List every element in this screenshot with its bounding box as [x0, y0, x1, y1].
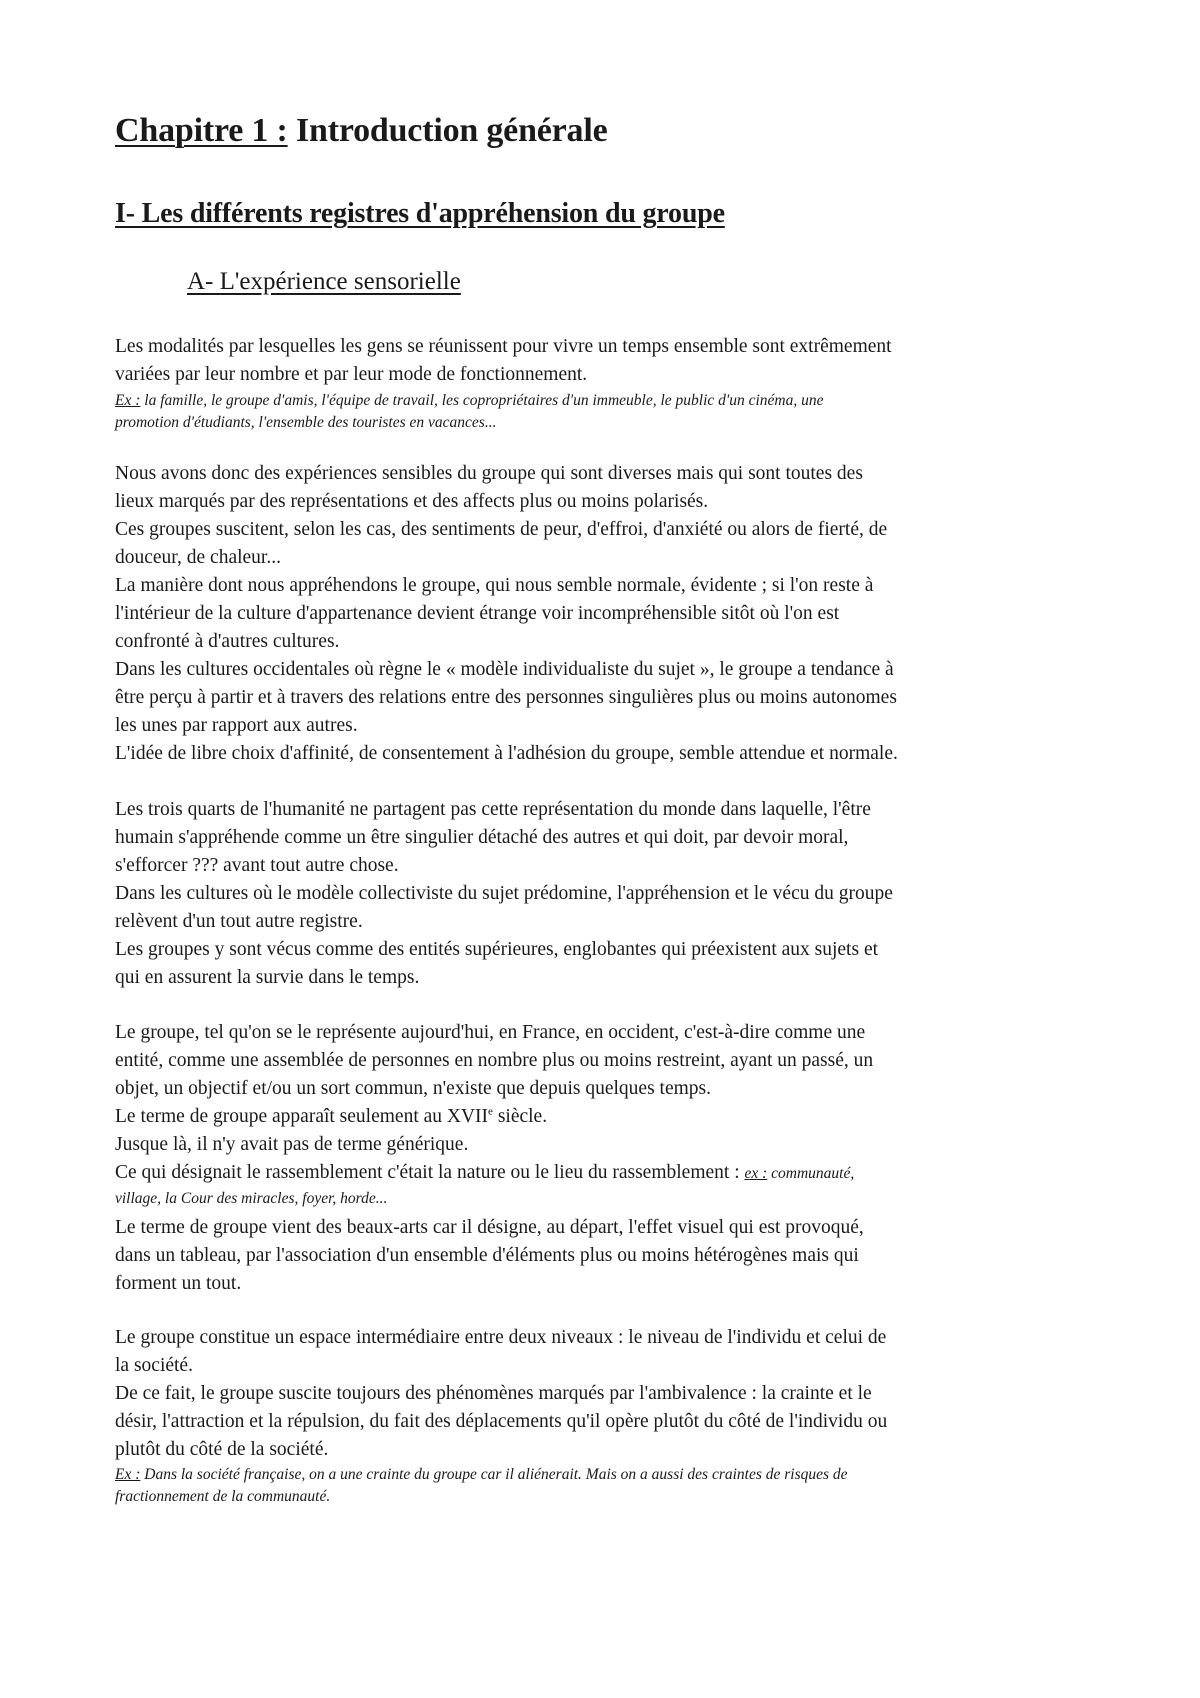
text-line: être perçu à partir et à travers des relations entre des personnes singulières plus ou moins autonomes — [115, 687, 897, 708]
example-text: Dans la société française, on a une crainte du groupe car il aliénerait. Mais on a aussi des craintes de risques de — [140, 1466, 848, 1483]
century-prefix: Le terme de groupe apparaît seulement au XVII — [115, 1106, 489, 1127]
example-line: village, la Cour des miracles, foyer, horde... — [115, 1190, 388, 1207]
example-text: la famille, le groupe d'amis, l'équipe de travail, les copropriétaires d'un immeuble, le public d'un cinéma, une — [140, 392, 824, 409]
text-line: De ce fait, le groupe suscite toujours des phénomènes marqués par l'ambivalence : la crainte et le — [115, 1383, 872, 1404]
example-label: Ex : — [115, 392, 141, 409]
text-line: lieux marqués par des représentations et des affects plus ou moins polarisés. — [115, 491, 709, 512]
example-1 — [115, 390, 1105, 434]
subsection-title: A- L'expérience sensorielle — [187, 268, 461, 295]
text-line: Le groupe constitue un espace intermédiaire entre deux niveaux : le niveau de l'individu et celui de — [115, 1327, 887, 1348]
example-line — [115, 1464, 1105, 1486]
section-title: I- Les différents registres d'appréhension du groupe — [115, 198, 725, 229]
text-line: les unes par rapport aux autres. — [115, 715, 358, 736]
paragraph-1 — [115, 333, 1105, 389]
text-line: variées par leur nombre et par leur mode de fonctionnement. — [115, 364, 588, 385]
text-line: la société. — [115, 1355, 193, 1376]
text-line: forment un tout. — [115, 1273, 242, 1294]
text-line: Les modalités par lesquelles les gens se réunissent pour vivre un temps ensemble sont extrêmement — [115, 336, 892, 357]
text-line: L'idée de libre choix d'affinité, de consentement à l'adhésion du groupe, semble attendue et normale. — [115, 743, 898, 764]
text-line: dans un tableau, par l'association d'un ensemble d'éléments plus ou moins hétérogènes mais qui — [115, 1245, 859, 1266]
paragraph-2 — [115, 460, 1105, 768]
text-line: entité, comme une assemblée de personnes en nombre plus ou moins restreint, ayant un passé, un — [115, 1050, 874, 1071]
text-line: qui en assurent la survie dans le temps. — [115, 967, 420, 988]
text-line: objet, un objectif et/ou un sort commun, n'existe que depuis quelques temps. — [115, 1078, 711, 1099]
text-line — [115, 1159, 1105, 1188]
paragraph-3 — [115, 796, 1105, 992]
text-line: Le terme de groupe vient des beaux-arts car il désigne, au départ, l'effet visuel qui est provoqué, — [115, 1217, 864, 1238]
rassemblement-text: Ce qui désignait le rassemblement c'était la nature ou le lieu du rassemblement : — [115, 1162, 745, 1183]
text-line: relèvent d'un tout autre registre. — [115, 911, 363, 932]
text-line: Dans les cultures où le modèle collectiviste du sujet prédomine, l'appréhension et le vécu du groupe — [115, 883, 893, 904]
example-2 — [115, 1464, 1105, 1508]
text-line: douceur, de chaleur... — [115, 547, 281, 568]
example-line: fractionnement de la communauté. — [115, 1488, 331, 1505]
paragraph-4 — [115, 1019, 1105, 1298]
text-line: Les trois quarts de l'humanité ne partagent pas cette représentation du monde dans laquelle, l'être — [115, 799, 871, 820]
text-line: humain s'appréhende comme un être singulier détaché des autres et qui doit, par devoir moral, — [115, 827, 849, 848]
text-line: Nous avons donc des expériences sensibles du groupe qui sont diverses mais qui sont toutes des — [115, 463, 863, 484]
example-line: promotion d'étudiants, l'ensemble des touristes en vacances... — [115, 414, 497, 431]
chapter-title — [115, 112, 608, 150]
text-line: l'intérieur de la culture d'appartenance devient étrange voir incompréhensible sitôt où l'on est — [115, 603, 840, 624]
chapter-name: Introduction générale — [295, 112, 608, 149]
text-line: confronté à d'autres cultures. — [115, 631, 340, 652]
text-line — [115, 1103, 1105, 1131]
chapter-label: Chapitre 1 : — [115, 112, 288, 149]
text-line: Le groupe, tel qu'on se le représente aujourd'hui, en France, en occident, c'est-à-dire comme une — [115, 1022, 866, 1043]
century-suffix: siècle. — [492, 1106, 548, 1127]
example-label: ex : — [744, 1165, 768, 1182]
text-line: Jusque là, il n'y avait pas de terme générique. — [115, 1134, 469, 1155]
paragraph-5 — [115, 1324, 1105, 1464]
text-line: s'efforcer ??? avant tout autre chose. — [115, 855, 399, 876]
example-line — [115, 390, 1105, 412]
text-line: plutôt du côté de la société. — [115, 1439, 329, 1460]
text-line: désir, l'attraction et la répulsion, du fait des déplacements qu'il opère plutôt du côté de l'individu ou — [115, 1411, 888, 1432]
text-line: Ces groupes suscitent, selon les cas, des sentiments de peur, d'effroi, d'anxiété ou alors de fierté, de — [115, 519, 888, 540]
example-text: communauté, — [767, 1165, 855, 1182]
text-line: Dans les cultures occidentales où règne le « modèle individualiste du sujet », le groupe a tendance à — [115, 659, 894, 680]
century-superscript: e — [488, 1105, 493, 1118]
example-label: Ex : — [115, 1466, 141, 1483]
text-line: Les groupes y sont vécus comme des entités supérieures, englobantes qui préexistent aux sujets et — [115, 939, 879, 960]
text-line: La manière dont nous appréhendons le groupe, qui nous semble normale, évidente ; si l'on reste à — [115, 575, 874, 596]
inline-example — [744, 1165, 854, 1182]
